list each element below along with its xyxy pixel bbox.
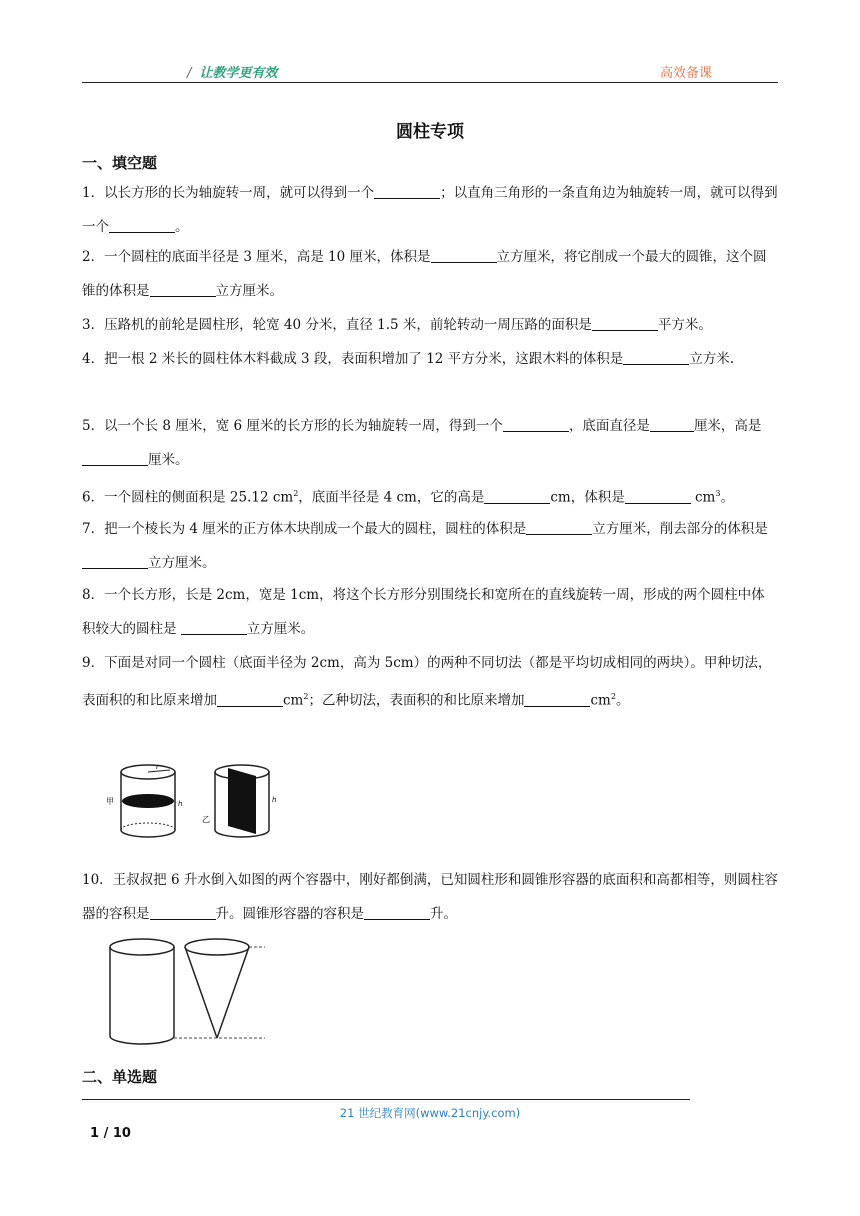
answer-blank[interactable] bbox=[82, 449, 148, 466]
question-1: 1．以长方形的长为轴旋转一周，就可以得到一个 ；以直角三角形的一条直角边为轴旋转一周，就可以得到一个 。 bbox=[82, 176, 778, 244]
section-heading-choice: 二、单选题 bbox=[82, 1068, 158, 1086]
figure-label-jia: 甲 bbox=[106, 797, 114, 806]
figure-label-r: r bbox=[156, 763, 159, 771]
question-5: 5．以一个长 8 厘米，宽 6 厘米的长方形的长为轴旋转一周，得到一个 ，底面直径是 厘米，高是厘米。 bbox=[82, 409, 778, 477]
answer-blank[interactable] bbox=[524, 690, 590, 707]
answer-blank[interactable] bbox=[484, 487, 550, 504]
figure-label-yi: 乙 bbox=[202, 815, 210, 824]
header-brand: 高效备课 bbox=[659, 66, 712, 81]
answer-blank[interactable] bbox=[181, 618, 247, 635]
answer-blank[interactable] bbox=[374, 182, 440, 199]
question-4: 4．把一根 2 米长的圆柱体木料截成 3 段，表面积增加了 12 平方分米，这跟木料的体积是 立方米. bbox=[82, 342, 778, 376]
answer-blank[interactable] bbox=[217, 690, 283, 707]
question-7: 7．把一个棱长为 4 厘米的正方体木块削成一个最大的圆柱，圆柱的体积是 立方厘米，削去部分的体积是立方厘米。 bbox=[82, 512, 778, 580]
answer-blank[interactable] bbox=[526, 518, 592, 535]
question-3: 3．压路机的前轮是圆柱形，轮宽 40 分米，直径 1.5 米，前轮转动一周压路的面积是 平方米。 bbox=[82, 308, 778, 342]
answer-blank[interactable] bbox=[431, 246, 497, 263]
answer-blank[interactable] bbox=[503, 415, 569, 432]
answer-blank[interactable] bbox=[82, 552, 148, 569]
header-slogan: / 让教学更有效 bbox=[187, 66, 278, 81]
answer-blank[interactable] bbox=[623, 348, 689, 365]
cylinder-cut-figure bbox=[100, 758, 300, 848]
figure-label-h2: h bbox=[272, 796, 277, 804]
answer-blank[interactable] bbox=[592, 314, 658, 331]
page-title: 圆柱专项 bbox=[396, 122, 464, 142]
answer-blank[interactable] bbox=[625, 487, 691, 504]
question-8: 8．一个长方形，长是 2cm，宽是 1cm，将这个长方形分别围绕长和宽所在的直线旋转一周，形成的两个圆柱中体积较大的圆柱是 立方厘米。 bbox=[82, 587, 765, 637]
page-header bbox=[82, 60, 778, 83]
page-number: 1 / 10 bbox=[90, 1126, 131, 1141]
containers-figure bbox=[105, 936, 270, 1048]
footer-divider bbox=[82, 1099, 690, 1100]
answer-blank[interactable] bbox=[150, 903, 216, 920]
answer-blank[interactable] bbox=[109, 216, 175, 233]
section-heading-fill: 一、填空题 bbox=[82, 154, 158, 172]
question-2: 2．一个圆柱的底面半径是 3 厘米，高是 10 厘米，体积是 立方厘米，将它削成一个最大的圆锥，这个圆锥的体积是 立方厘米。 bbox=[82, 240, 778, 308]
answer-blank[interactable] bbox=[650, 415, 694, 432]
question-9: 9．下面是对同一个圆柱（底面半径为 2cm，高为 5cm）的两种不同切法（都是平均切成相同的两块）。甲种切法，表面积的和比原来增加 $cm^2$；乙种切法，表面积的和比原来增加 $cm^2$。 bbox=[82, 655, 772, 709]
footer-site[interactable]: 21 世纪教育网(www.21cnjy.com) bbox=[339, 1106, 521, 1120]
question-10: 10．王叔叔把 6 升水倒入如图的两个容器中，刚好都倒满，已知圆柱形和圆锥形容器的底面积和高都相等，则圆柱容器的容积是 升。圆锥形容器的容积是 升。 bbox=[82, 872, 778, 922]
figure-label-h: h bbox=[178, 800, 183, 808]
answer-blank[interactable] bbox=[364, 903, 430, 920]
answer-blank[interactable] bbox=[150, 280, 216, 297]
question-6: 6．一个圆柱的侧面积是 25.12 $cm^2$，底面半径是 4 cm，它的高是 cm，体积是 $cm^3$。 bbox=[82, 477, 778, 515]
